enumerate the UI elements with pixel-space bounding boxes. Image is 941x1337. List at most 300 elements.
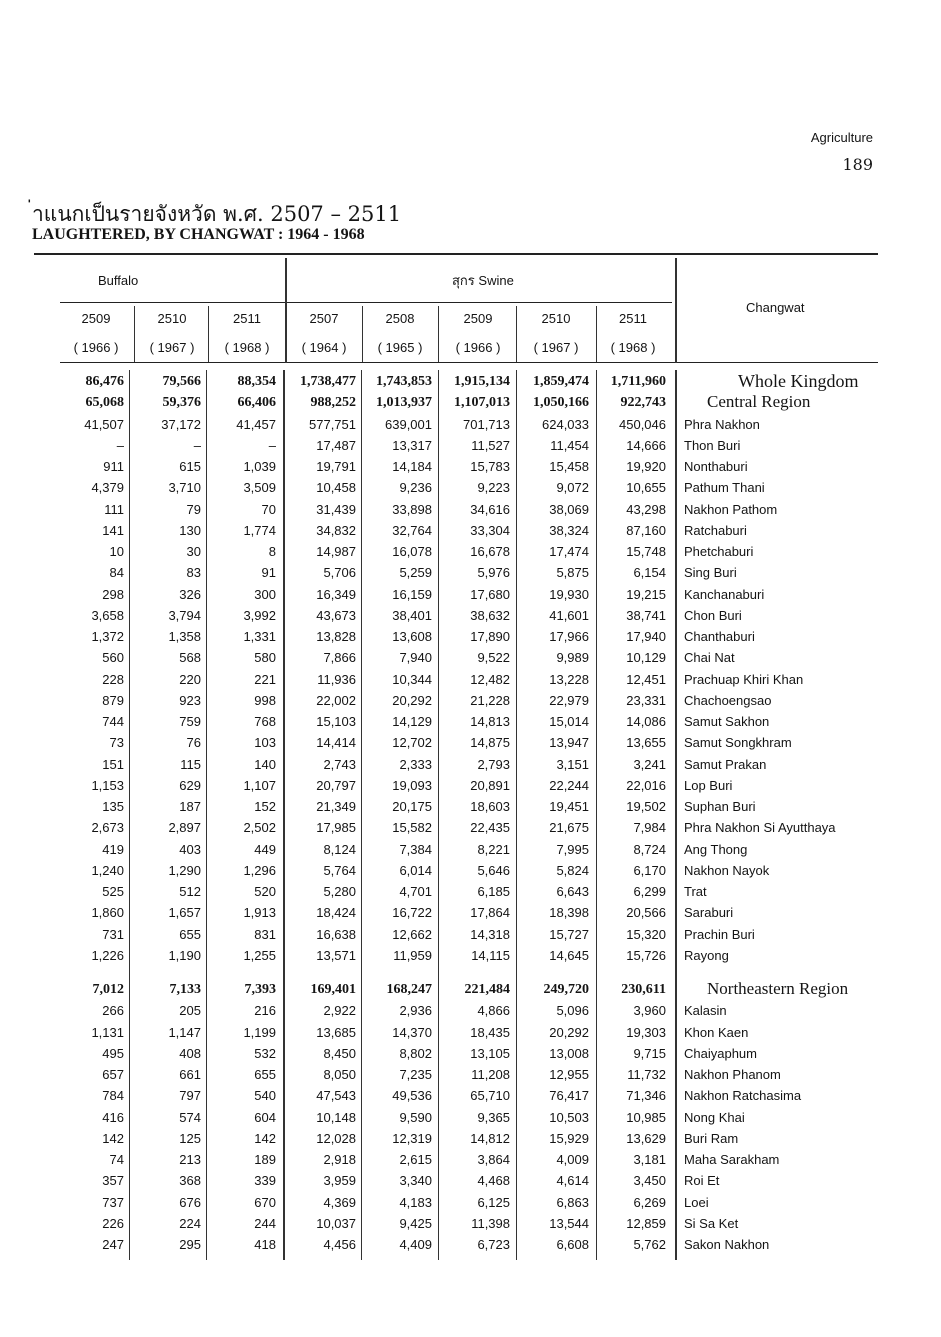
table-cell: 9,365	[477, 1109, 510, 1125]
table-cell: 6,125	[477, 1194, 510, 1210]
swine-header: สุกร Swine	[452, 273, 514, 288]
table-cell: 216	[254, 1003, 276, 1019]
table-cell: 12,319	[392, 1130, 432, 1146]
page-number: 189	[842, 155, 873, 174]
table-row	[0, 1110, 941, 1131]
table-cell: 4,379	[91, 480, 124, 496]
table-cell: 84	[109, 565, 124, 581]
table-cell: 17,487	[316, 437, 356, 453]
table-cell: 125	[179, 1130, 201, 1146]
table-cell: 14,812	[470, 1130, 510, 1146]
table-cell: 76,417	[549, 1088, 589, 1104]
table-cell: 189	[254, 1152, 276, 1167]
table-cell: 1,290	[168, 862, 201, 878]
table-cell: 574	[179, 1109, 201, 1125]
table-cell: 19,303	[626, 1024, 666, 1040]
table-cell: 655	[179, 926, 201, 942]
table-cell: 16,638	[316, 926, 356, 942]
table-cell: 41,507	[84, 416, 124, 432]
table-cell: 13,828	[316, 629, 356, 644]
table-row	[0, 417, 941, 438]
table-cell: 4,468	[477, 1173, 510, 1189]
table-cell: 20,891	[470, 777, 510, 793]
table-cell: 2,743	[323, 756, 356, 772]
table-cell: 7,995	[556, 841, 589, 857]
table-cell: 9,236	[399, 480, 432, 496]
table-cell: 495	[102, 1045, 124, 1061]
table-cell: 1,657	[168, 905, 201, 921]
table-cell: 15,929	[549, 1130, 589, 1146]
table-cell: 661	[179, 1067, 201, 1082]
table-cell: 14,115	[471, 947, 510, 963]
changwat-name: Rayong	[684, 947, 729, 963]
table-cell: 4,409	[399, 1237, 432, 1252]
table-cell: 38,401	[392, 607, 432, 623]
table-cell: 11,398	[471, 1215, 510, 1231]
table-cell: 639,001	[385, 416, 432, 432]
table-cell: 615	[179, 459, 201, 474]
year-be-header: 2510	[541, 311, 571, 326]
table-cell: 88,354	[237, 374, 276, 389]
table-cell: 14,987	[316, 544, 356, 559]
table-cell: 19,502	[626, 799, 666, 814]
table-cell: 923	[179, 692, 201, 708]
table-cell: 38,324	[549, 522, 589, 538]
table-cell: 14,645	[549, 947, 589, 963]
table-cell: 13,317	[392, 437, 432, 453]
table-cell: 247	[102, 1237, 124, 1252]
table-cell: 22,016	[626, 777, 666, 793]
table-cell: 87,160	[626, 522, 666, 538]
year-ad-header: ( 1967 )	[533, 340, 579, 355]
table-cell: 560	[102, 650, 124, 666]
table-cell: 6,154	[633, 565, 666, 581]
table-cell: 18,398	[549, 905, 589, 921]
table-cell: 14,813	[470, 714, 510, 729]
table-cell: 1,199	[243, 1024, 276, 1040]
year-be-header: 2509	[463, 311, 493, 326]
changwat-name: Chaiyaphum	[684, 1045, 757, 1061]
table-cell: 6,269	[633, 1194, 666, 1210]
year-be-header: 2511	[619, 311, 647, 326]
table-cell: 14,184	[392, 459, 432, 474]
table-cell: 911	[103, 459, 124, 474]
table-cell: 7,384	[399, 841, 432, 857]
table-cell: 15,582	[392, 820, 432, 836]
table-cell: 13,947	[549, 735, 589, 751]
table-cell: 34,616	[470, 501, 510, 517]
table-cell: 629	[179, 777, 201, 793]
table-row	[0, 650, 941, 671]
table-cell: 14,318	[470, 926, 510, 942]
table-cell: 14,370	[392, 1024, 432, 1040]
table-cell: 20,175	[392, 799, 432, 814]
table-cell: 403	[179, 841, 201, 857]
table-cell: 3,181	[633, 1152, 666, 1167]
table-cell: 15,320	[626, 926, 666, 942]
table-cell: 1,153	[91, 777, 124, 793]
table-cell: 8,802	[399, 1045, 432, 1061]
table-cell: 4,614	[556, 1173, 589, 1189]
table-cell: 1,255	[243, 947, 276, 963]
table-row	[0, 1152, 941, 1173]
table-cell: 5,706	[323, 565, 356, 581]
changwat-name: Samut Prakan	[684, 756, 767, 772]
table-row	[0, 1131, 941, 1152]
table-cell: 11,454	[550, 437, 589, 453]
table-cell: 10	[109, 544, 124, 559]
table-cell: 4,369	[323, 1194, 356, 1210]
table-cell: 79	[186, 501, 201, 517]
table-cell: 655	[254, 1067, 276, 1082]
table-cell: 8	[268, 544, 276, 559]
table-cell: 17,966	[549, 629, 589, 644]
table-cell: 3,959	[323, 1173, 356, 1189]
table-cell: 8,124	[323, 841, 356, 857]
table-cell: 38,632	[470, 607, 510, 623]
table-cell: 205	[179, 1003, 201, 1019]
table-cell: 33,304	[470, 522, 510, 538]
table-cell: 512	[179, 884, 201, 899]
table-cell: 13,608	[392, 629, 432, 644]
table-row	[0, 608, 941, 629]
table-cell: 6,014	[399, 862, 432, 878]
table-cell: 10,985	[626, 1109, 666, 1125]
table-cell: 831	[254, 926, 276, 942]
table-cell: 3,658	[91, 607, 124, 623]
table-cell: 19,791	[316, 459, 356, 474]
year-ad-header: ( 1965 )	[377, 340, 423, 355]
table-cell: 15,727	[549, 926, 589, 942]
table-cell: 1,013,937	[376, 395, 432, 411]
table-cell: 1,331	[243, 629, 276, 644]
table-cell: 19,215	[626, 586, 666, 602]
table-cell: 19,451	[549, 799, 589, 814]
changwat-name: Prachuap Khiri Khan	[684, 671, 804, 687]
table-row	[0, 735, 941, 756]
table-cell: 33,898	[392, 501, 432, 517]
table-cell: 66,406	[237, 395, 276, 411]
table-cell: 12,859	[626, 1215, 666, 1231]
table-cell: 2,897	[168, 820, 201, 836]
table-row	[0, 948, 941, 969]
table-cell: 3,151	[556, 756, 589, 772]
table-cell: 731	[102, 926, 124, 942]
table-cell: 151	[102, 756, 124, 772]
table-cell: 32,764	[392, 522, 432, 538]
changwat-name: Central Region	[707, 392, 811, 412]
table-cell: 2,936	[399, 1003, 432, 1019]
table-cell: 20,292	[549, 1024, 589, 1040]
table-cell: 30	[186, 544, 201, 559]
table-cell: 1,226	[91, 947, 124, 963]
table-cell: 13,008	[549, 1045, 589, 1061]
table-cell: 8,724	[633, 841, 666, 857]
table-cell: 737	[102, 1194, 124, 1210]
table-cell: 1,131	[91, 1024, 124, 1040]
table-row	[0, 1237, 941, 1258]
subhead-rule	[60, 302, 672, 303]
table-cell: 1,372	[91, 629, 124, 644]
table-cell: 357	[102, 1173, 124, 1189]
table-cell: 759	[179, 714, 201, 729]
changwat-name: Sakon Nakhon	[684, 1237, 770, 1252]
table-cell: 37,172	[161, 416, 201, 432]
table-cell: 79,566	[162, 374, 201, 389]
table-cell: 670	[254, 1194, 276, 1210]
table-row	[0, 459, 941, 480]
table-cell: 31,439	[316, 501, 356, 517]
table-cell: 1,913	[243, 905, 276, 921]
changwat-name: Nakhon Pathom	[684, 501, 778, 517]
table-cell: 13,629	[626, 1130, 666, 1146]
changwat-name: Trat	[684, 884, 707, 899]
table-cell: 7,940	[399, 650, 432, 666]
table-cell: 21,675	[549, 820, 589, 836]
table-cell: 3,340	[399, 1173, 432, 1189]
table-cell: 22,002	[316, 692, 356, 708]
table-cell: 115	[180, 756, 201, 772]
table-cell: 16,678	[470, 544, 510, 559]
table-cell: 19,093	[392, 777, 432, 793]
buffalo-header: Buffalo	[98, 273, 139, 288]
changwat-name: Kalasin	[684, 1003, 727, 1019]
table-cell: 15,726	[626, 947, 666, 963]
table-cell: 922,743	[620, 395, 666, 411]
table-cell: 3,241	[633, 756, 666, 772]
table-row	[0, 544, 941, 565]
table-cell: 83	[186, 565, 201, 581]
table-cell: 1,190	[168, 947, 201, 963]
table-cell: 2,615	[399, 1152, 432, 1167]
year-be-header: 2511	[233, 311, 261, 326]
table-cell: 298	[102, 586, 124, 602]
table-cell: 228	[102, 671, 124, 687]
table-cell: 10,503	[549, 1109, 589, 1125]
table-cell: 7,012	[92, 982, 124, 997]
changwat-name: Whole Kingdom	[738, 371, 859, 391]
table-cell: 1,358	[168, 629, 201, 644]
table-row	[0, 1046, 941, 1067]
table-cell: 38,069	[549, 501, 589, 517]
table-row	[0, 1088, 941, 1109]
table-cell: 14,086	[626, 714, 666, 729]
changwat-name: Si Sa Ket	[684, 1215, 739, 1231]
table-cell: 418	[254, 1237, 276, 1252]
table-cell: 9,590	[399, 1109, 432, 1125]
changwat-name: Khon Kaen	[684, 1024, 749, 1040]
table-cell: 3,450	[633, 1173, 666, 1189]
table-cell: 3,794	[168, 607, 201, 623]
changwat-name: Phetchaburi	[684, 544, 754, 559]
table-cell: 7,235	[399, 1067, 432, 1082]
table-cell: 988,252	[310, 395, 356, 411]
table-cell: 18,603	[470, 799, 510, 814]
table-cell: 3,992	[243, 607, 276, 623]
table-cell: 2,922	[323, 1003, 356, 1019]
table-cell: 5,280	[323, 884, 356, 899]
year-be-header: 2509	[81, 311, 111, 326]
table-cell: 1,774	[243, 522, 276, 538]
table-cell: 15,783	[470, 459, 510, 474]
table-cell: 21,349	[316, 799, 356, 814]
table-row	[0, 863, 941, 884]
table-cell: 16,349	[316, 586, 356, 602]
table-cell: 2,918	[323, 1152, 356, 1167]
table-row	[0, 587, 941, 608]
table-cell: 9,223	[477, 480, 510, 496]
table-cell: 784	[102, 1088, 124, 1104]
table-cell: 76	[186, 735, 201, 751]
table-cell: 103	[254, 735, 276, 751]
table-cell: 8,050	[323, 1067, 356, 1082]
table-cell: 624,033	[542, 416, 589, 432]
table-cell: 135	[102, 799, 124, 814]
changwat-name: Loei	[684, 1194, 709, 1210]
table-cell: 141	[102, 522, 124, 538]
table-cell: 140	[254, 756, 276, 772]
table-cell: 17,680	[470, 586, 510, 602]
table-cell: 11,959	[393, 947, 432, 963]
table-cell: 11,527	[471, 437, 510, 453]
table-row	[0, 714, 941, 735]
table-cell: 6,863	[556, 1194, 589, 1210]
table-cell: 19,930	[549, 586, 589, 602]
table-cell: 12,662	[392, 926, 432, 942]
table-cell: 4,866	[477, 1003, 510, 1019]
table-cell: 111	[104, 501, 124, 517]
table-cell: 23,331	[626, 692, 666, 708]
table-row	[0, 629, 941, 650]
table-cell: 5,259	[399, 565, 432, 581]
table-cell: 577,751	[309, 416, 356, 432]
changwat-name: Pathum Thani	[684, 480, 765, 496]
changwat-name: Samut Sakhon	[684, 714, 770, 729]
table-cell: 16,159	[392, 586, 432, 602]
section-label: Agriculture	[810, 130, 873, 145]
table-row	[0, 523, 941, 544]
year-ad-header: ( 1968 )	[224, 340, 270, 355]
changwat-name: Nonthaburi	[684, 459, 748, 474]
table-row	[0, 480, 941, 501]
table-title-thai: ่าแนกเป็นรายจังหวัด พ.ศ. 2507 – 2511	[32, 202, 402, 226]
table-cell: 450,046	[619, 416, 666, 432]
table-cell: 1,743,853	[376, 374, 432, 389]
changwat-name: Chanthaburi	[684, 629, 755, 644]
table-row	[0, 565, 941, 586]
table-cell: 13,228	[549, 671, 589, 687]
changwat-name: Nakhon Ratchasima	[684, 1088, 802, 1104]
changwat-name: Maha Sarakham	[684, 1152, 780, 1167]
table-cell: 9,715	[633, 1045, 666, 1061]
changwat-name: Prachin Buri	[684, 926, 755, 942]
table-row-region	[0, 392, 941, 416]
table-cell: 9,072	[556, 480, 589, 496]
table-cell: 2,333	[399, 756, 432, 772]
table-cell: 13,544	[549, 1215, 589, 1231]
table-cell: 1,296	[243, 862, 276, 878]
table-cell: 10,037	[316, 1215, 356, 1231]
table-cell: 4,009	[556, 1152, 589, 1167]
table-cell: 4,183	[399, 1194, 432, 1210]
table-cell: 220	[179, 671, 201, 687]
table-cell: 532	[254, 1045, 276, 1061]
table-cell: 768	[254, 714, 276, 729]
table-cell: 14,666	[626, 437, 666, 453]
table-cell: 65,710	[470, 1088, 510, 1104]
changwat-name: Samut Songkhram	[684, 735, 792, 751]
table-cell: 2,793	[477, 756, 510, 772]
table-cell: 10,129	[626, 650, 666, 666]
table-cell: –	[193, 437, 201, 453]
table-cell: 1,738,477	[300, 374, 356, 389]
table-cell: 41,457	[236, 416, 276, 432]
changwat-name: Buri Ram	[684, 1130, 739, 1146]
table-cell: 9,989	[556, 650, 589, 666]
table-cell: 11,732	[627, 1067, 666, 1082]
table-cell: 22,435	[470, 820, 510, 836]
table-cell: 2,673	[91, 820, 124, 836]
table-cell: 12,482	[470, 671, 510, 687]
table-cell: 7,984	[633, 820, 666, 836]
table-cell: 249,720	[543, 982, 589, 997]
table-cell: 221	[254, 671, 276, 687]
table-row	[0, 757, 941, 778]
table-cell: 49,536	[392, 1088, 432, 1104]
year-ad-header: ( 1964 )	[301, 340, 347, 355]
table-cell: 3,509	[243, 480, 276, 496]
year-ad-header: ( 1968 )	[610, 340, 656, 355]
table-row	[0, 927, 941, 948]
changwat-name: Phra Nakhon Si Ayutthaya	[684, 820, 836, 836]
changwat-name: Phra Nakhon	[684, 416, 760, 432]
table-cell: 41,601	[549, 607, 589, 623]
table-cell: 34,832	[316, 522, 356, 538]
table-row	[0, 905, 941, 926]
table-cell: 13,105	[470, 1045, 510, 1061]
table-cell: 47,543	[316, 1088, 356, 1104]
table-row	[0, 884, 941, 905]
table-cell: 22,244	[549, 777, 589, 793]
table-cell: 5,096	[556, 1003, 589, 1019]
table-cell: 65,068	[85, 395, 124, 411]
table-row-region	[0, 979, 941, 1003]
table-cell: 657	[102, 1067, 124, 1082]
table-cell: 6,643	[556, 884, 589, 899]
table-cell: 74	[109, 1152, 124, 1167]
table-cell: 15,458	[549, 459, 589, 474]
table-cell: 568	[179, 650, 201, 666]
table-cell: 419	[102, 841, 124, 857]
table-cell: 16,078	[392, 544, 432, 559]
table-cell: 43,298	[626, 501, 666, 517]
table-cell: 4,456	[323, 1237, 356, 1252]
table-cell: 295	[179, 1237, 201, 1252]
table-cell: 7,866	[323, 650, 356, 666]
table-cell: 230,611	[621, 982, 666, 997]
table-cell: 43,673	[316, 607, 356, 623]
table-cell: 6,170	[633, 862, 666, 878]
table-cell: 21,228	[470, 692, 510, 708]
table-cell: 3,960	[633, 1003, 666, 1019]
table-cell: 525	[102, 884, 124, 899]
table-cell: 540	[254, 1088, 276, 1104]
table-row	[0, 799, 941, 820]
table-cell: 91	[261, 565, 276, 581]
table-row	[0, 438, 941, 459]
table-cell: 6,723	[477, 1237, 510, 1252]
table-cell: 213	[179, 1152, 201, 1167]
